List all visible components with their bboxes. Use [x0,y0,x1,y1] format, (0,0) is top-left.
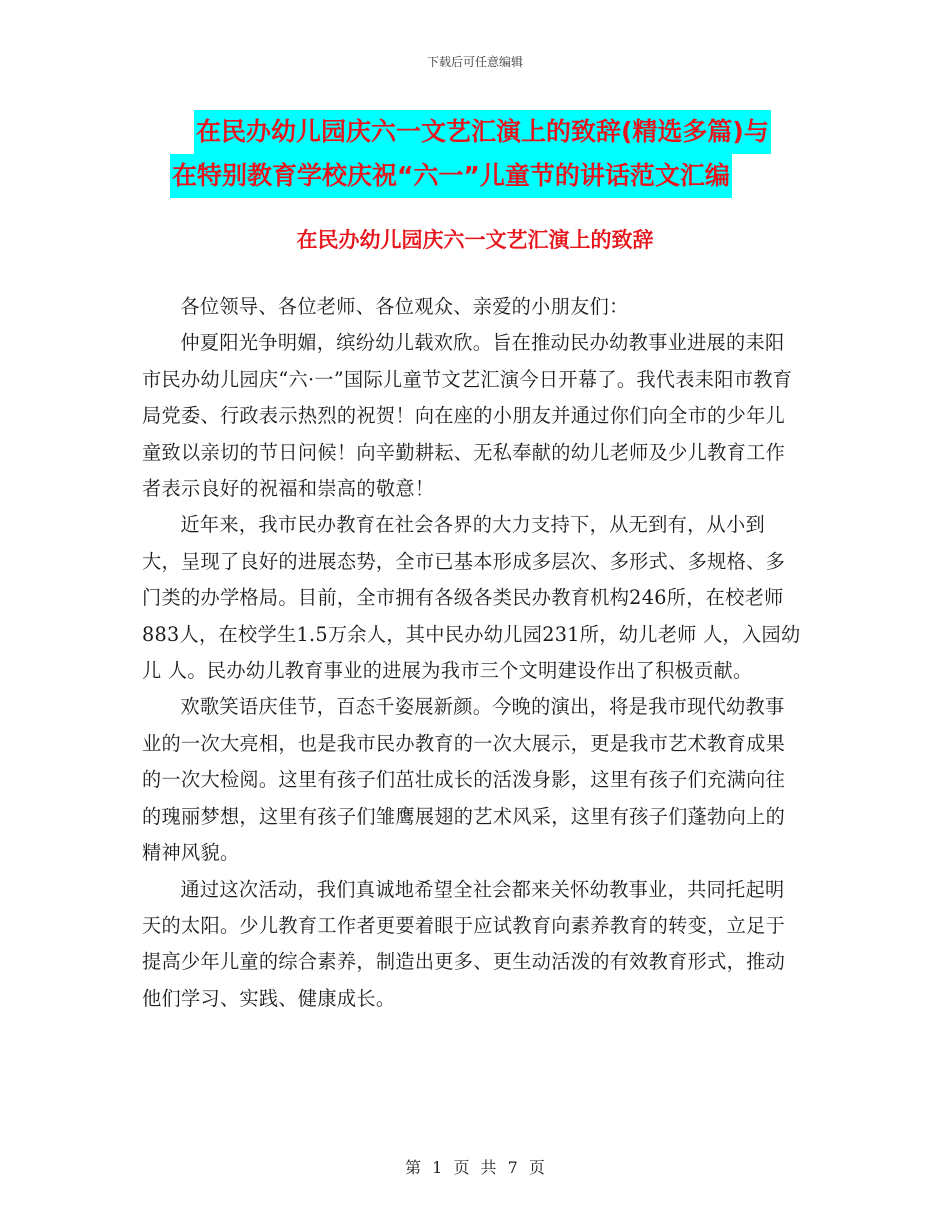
paragraph-1: 仲夏阳光争明媚，缤纷幼儿载欢欣。旨在推动民办幼教事业进展的耒阳市民办幼儿园庆“六·一”国际儿童节文艺汇演今日开幕了。我代表耒阳市教育局党委、行政表示热烈的祝贺！向在座的小朋友并通过你们向全市的少年儿童致以亲切的节日问候！向辛勤耕耘、无私奉献的幼儿老师及少儿教育工作者表示良好的祝福和崇高的敬意！ [142,331,793,501]
paragraph-3: 欢歌笑语庆佳节，百态千姿展新颜。今晚的演出，将是我市现代幼教事业的一次大亮相，也是我市民办教育的一次大展示，更是我市艺术教育成果的一次大检阅。这里有孩子们茁壮成长的活泼身影，这里有孩子们充满向往的瑰丽梦想，这里有孩子们雏鹰展翅的艺术风采，这里有孩子们蓬勃向上的精神风貌。 [142,695,786,865]
paragraph-4: 通过这次活动，我们真诚地希望全社会都来关怀幼教事业，共同托起明天的太阳。少儿教育工作者更要着眼于应试教育向素养教育的转变，立足于提高少年儿童的综合素养，制造出更多、更生动活泼的有效教育形式，推动他们学习、实践、健康成长。 [142,877,786,1010]
document-title [170,110,830,198]
document-title-line-1: 在民办幼儿园庆六一文艺汇演上的致辞(精选多篇)与 [194,110,771,154]
paragraph-salutation: 各位领导、各位老师、各位观众、亲爱的小朋友们： [180,295,629,318]
page-indicator: 第 1 页 共 7 页 [405,1158,545,1177]
header-note: 下载后可任意编辑 [426,55,523,69]
paragraph-2: 近年来，我市民办教育在社会各界的大力支持下，从无到有，从小到大，呈现了良好的进展态势，全市已基本形成多层次、多形式、多规格、多门类的办学格局。目前，全市拥有各级各类民办教育机构246所，在校老师883人，在校学生1.5万余人，其中民办幼儿园231所，幼儿老师 人，入园幼儿 人。民办幼儿教育事业的进展为我市三个文明建设作出了积极贡献。 [142,513,801,683]
body-text [142,289,802,1017]
section-title: 在民办幼儿园庆六一文艺汇演上的致辞 [296,228,654,252]
document-title-line-2: 在特别教育学校庆祝“六一”儿童节的讲话范文汇编 [170,154,732,198]
